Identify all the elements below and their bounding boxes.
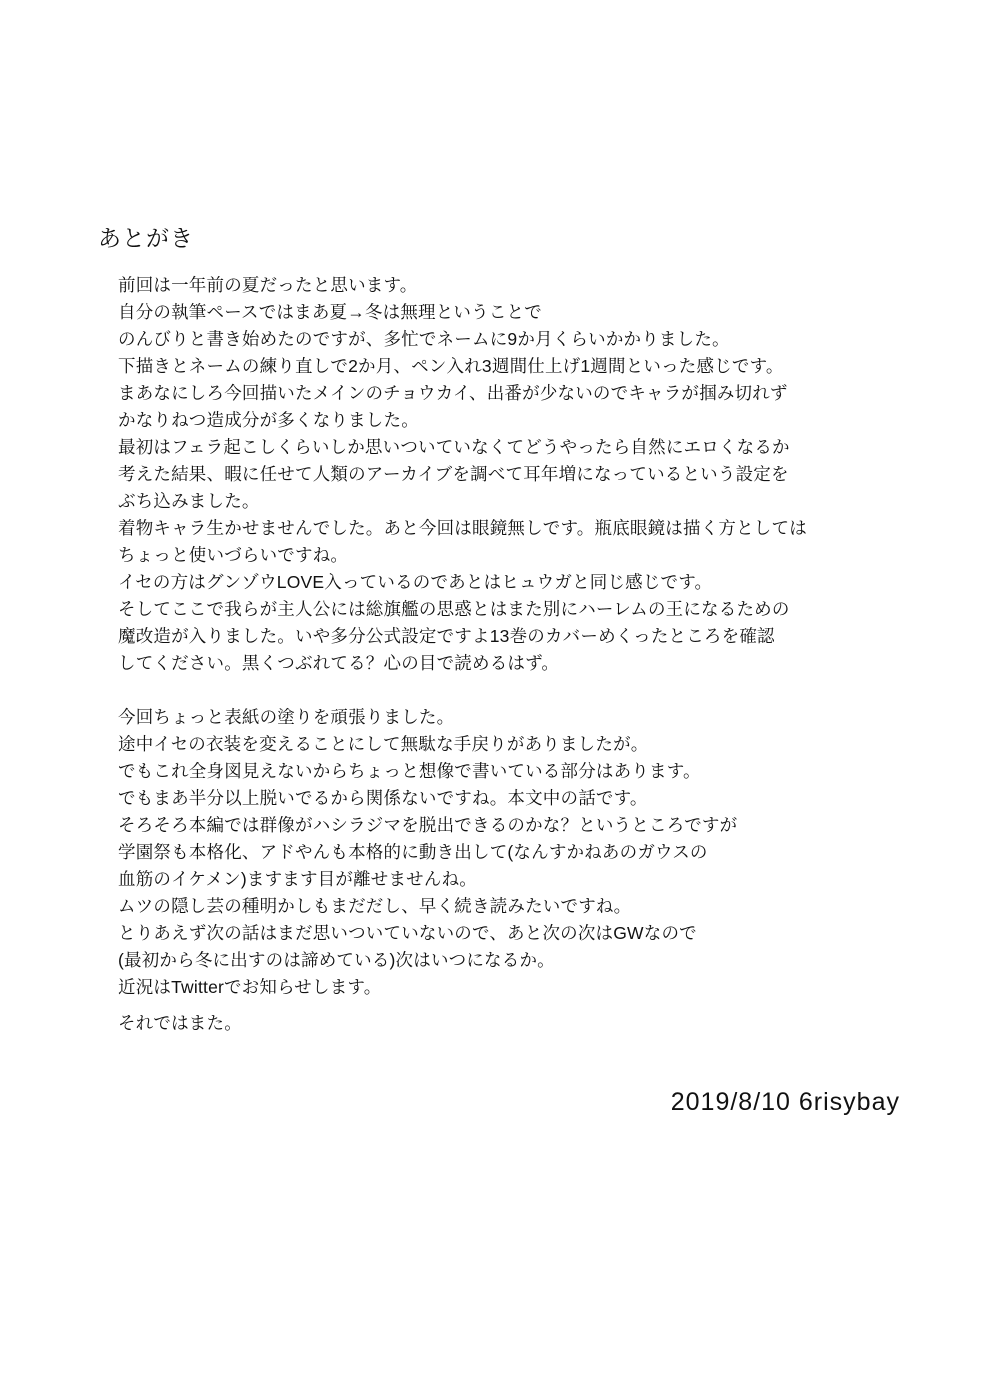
body-line: 最初はフェラ起こしくらいしか思いついていなくてどうやったら自然にエロくなるか <box>118 437 790 457</box>
body-line: かなりねつ造成分が多くなりました。 <box>118 410 419 430</box>
body-line: とりあえず次の話はまだ思いついていないので、あと次の次はGWなので <box>118 923 697 943</box>
body-line: それではまた。 <box>118 1013 242 1033</box>
body-line: 近況はTwitterでお知らせします。 <box>118 977 382 997</box>
body-line: ムツの隠し芸の種明かしもまだだし、早く続き読みたいですね。 <box>118 896 632 916</box>
paragraph-block-7 <box>118 1010 938 1037</box>
body-line: 下描きとネームの練り直しで2か月、ペン入れ3週間仕上げ1週間といった感じです。 <box>118 356 784 376</box>
signature-date-author: 2019/8/10 6risybay <box>670 1088 900 1116</box>
body-line: イセの方はグンゾウLOVE入っているのであとはヒュウガと同じ感じです。 <box>118 572 713 592</box>
paragraph-block-3 <box>118 596 938 677</box>
body-line: 考えた結果、暇に任せて人類のアーカイブを調べて耳年増になっているという設定を <box>118 464 789 484</box>
body-line: のんびりと書き始めたのですが、多忙でネームに9か月くらいかかりました。 <box>118 329 730 349</box>
body-line: 血筋のイケメン)ますます目が離せませんね。 <box>118 869 477 889</box>
body-line: (最初から冬に出すのは諦めている)次はいつになるか。 <box>118 950 555 970</box>
paragraph-block-1 <box>118 272 938 380</box>
body-line: そしてここで我らが主人公には総旗艦の思惑とはまた別にハーレムの王になるための <box>118 599 790 619</box>
body-line: まあなにしろ今回描いたメインのチョウカイ、出番が少ないのでキャラが掴み切れず <box>118 383 788 403</box>
paragraph-block-4 <box>118 704 938 812</box>
body-line: ちょっと使いづらいですね。 <box>118 545 349 565</box>
body-line: 学園祭も本格化、アドやんも本格的に動き出して(なんすかねあのガウスの <box>118 842 708 862</box>
body-line: 前回は一年前の夏だったと思います。 <box>118 275 418 295</box>
body-line: 着物キャラ生かせませんでした。あと今回は眼鏡無しです。瓶底眼鏡は描く方としては <box>118 518 807 538</box>
body-line: そろそろ本編では群像がハシラジマを脱出できるのかな？というところですが <box>118 815 738 835</box>
body-line: してください。黒くつぶれてる？心の目で読めるはず。 <box>118 653 560 673</box>
paragraph-block-2 <box>118 380 938 596</box>
body-line: でもこれ全身図見えないからちょっと想像で書いている部分はあります。 <box>118 761 701 781</box>
body-line: 今回ちょっと表紙の塗りを頑張りました。 <box>118 707 455 727</box>
paragraph-block-5 <box>118 812 938 920</box>
body-line: 途中イセの衣装を変えることにして無駄な手戻りがありましたが。 <box>118 734 649 754</box>
body-line: でもまあ半分以上脱いでるから関係ないですね。本文中の話です。 <box>118 788 648 808</box>
page-title: あとがき <box>98 225 194 251</box>
paragraph-block-6 <box>118 920 938 1001</box>
body-line: 魔改造が入りました。いや多分公式設定ですよ13巻のカバーめくったところを確認 <box>118 626 775 646</box>
body-line: ぶち込みました。 <box>118 491 260 511</box>
body-line: 自分の執筆ペースではまあ夏→冬は無理ということで <box>118 302 542 322</box>
